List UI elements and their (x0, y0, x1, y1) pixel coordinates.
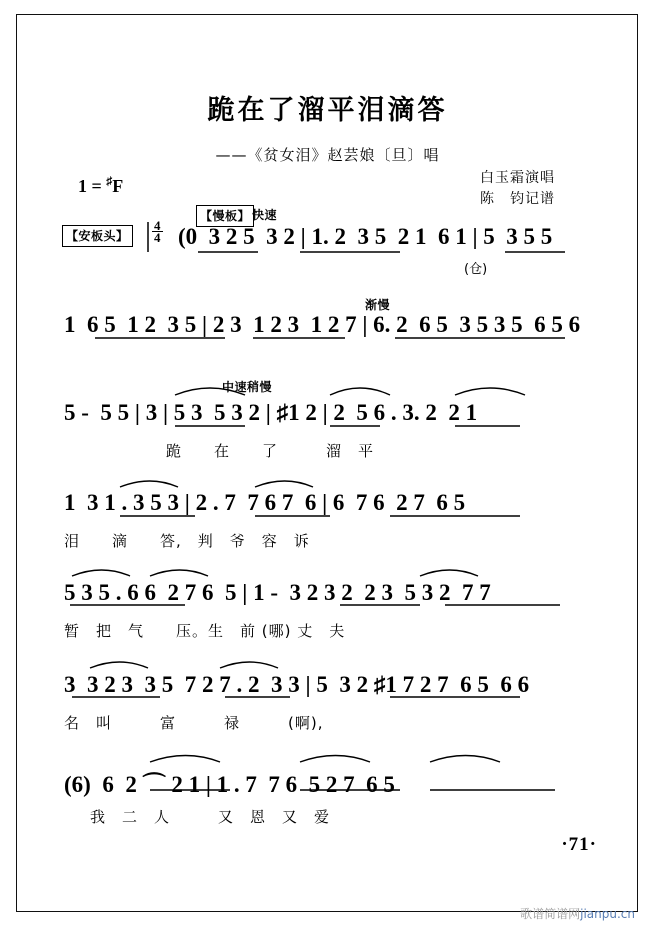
system-3 (60, 400, 600, 462)
system-3-lyrics: 跪 在 了 溜 平 (166, 442, 375, 460)
system-2-notes: 1 6 5 1 2 3 5 | 2 3 1 2 3 1 2 7 | 6. 2 6 5 3 5 3 5 6 5 6 (64, 312, 581, 337)
tempo-manban: 【慢板】 (196, 205, 254, 227)
system-5-lyrics: 暂 把 气 压。生 前 (哪) 丈 夫 (64, 622, 346, 640)
system-5-notes: 5 3 5 . 6 6 2 7 6 5 | 1 - 3 2 3 2 2 3 5 3 2 7 7 (64, 580, 491, 605)
key-signature: 1 = ♯F (78, 174, 124, 196)
tempo-jianman: 渐慢 (365, 298, 391, 312)
watermark-cn: 歌谱简谱网 (520, 907, 581, 921)
tempo-kuaisu: 快速 (252, 208, 278, 222)
system-6-notes: 3 3 2 3 3 5 7 2 7 . 2 3 3 | 5 3 2 ♯1 7 2 7 6 5 6 6 (64, 672, 530, 697)
system-1 (60, 224, 600, 286)
time-signature: 4 4 (154, 218, 161, 245)
system-4 (60, 490, 600, 552)
system-4-notes: 1 3 1 . 3 5 3 | 2 . 7 7 6 7 6 | 6 7 6 2 7 6 5 (64, 490, 466, 515)
system-7-lyrics: 我 二 人 又 恩 又 爱 (90, 808, 331, 826)
system-3-notes: 5 - 5 5 | 3 | 5 3 5 3 2 | ♯1 2 | 2 5 6 . 3. 2 2 1 (64, 400, 478, 425)
credits (480, 168, 555, 210)
subtitle: ——《贫女泪》赵芸娘〔旦〕唱 (215, 146, 440, 164)
page-number: ·71· (561, 834, 597, 855)
system-4-lyrics: 泪 滴 答, 判 爷 容 诉 (64, 532, 310, 550)
credit-notator: 陈 钧记谱 (480, 191, 555, 207)
annotation-cang: (仓) (464, 262, 488, 277)
system-6-lyrics: 名 叫 富 禄 (啊), (64, 714, 324, 732)
credit-singer: 白玉霜演唱 (480, 170, 555, 186)
system-7 (60, 766, 600, 828)
system-6 (60, 672, 600, 734)
system-7-notes: (6) 6 2 ⌒ 2 1 | 1 . 7 7 6 5 2 7 6 5 (64, 772, 395, 797)
system-5 (60, 580, 600, 642)
page-title: 跪在了溜平泪滴答 (207, 95, 448, 126)
system-2 (60, 312, 600, 374)
system-1-notes: (0 3 2 5 3 2 | 1. 2 3 5 2 1 6 1 | 5 3 5 5 (178, 224, 553, 249)
tempo-anbantou: 【安板头】 (62, 225, 133, 247)
watermark-en: jianpu.cn (580, 907, 635, 921)
tempo-zhongsu-shaoman: 中速稍慢 (222, 380, 273, 394)
watermark (520, 905, 635, 922)
